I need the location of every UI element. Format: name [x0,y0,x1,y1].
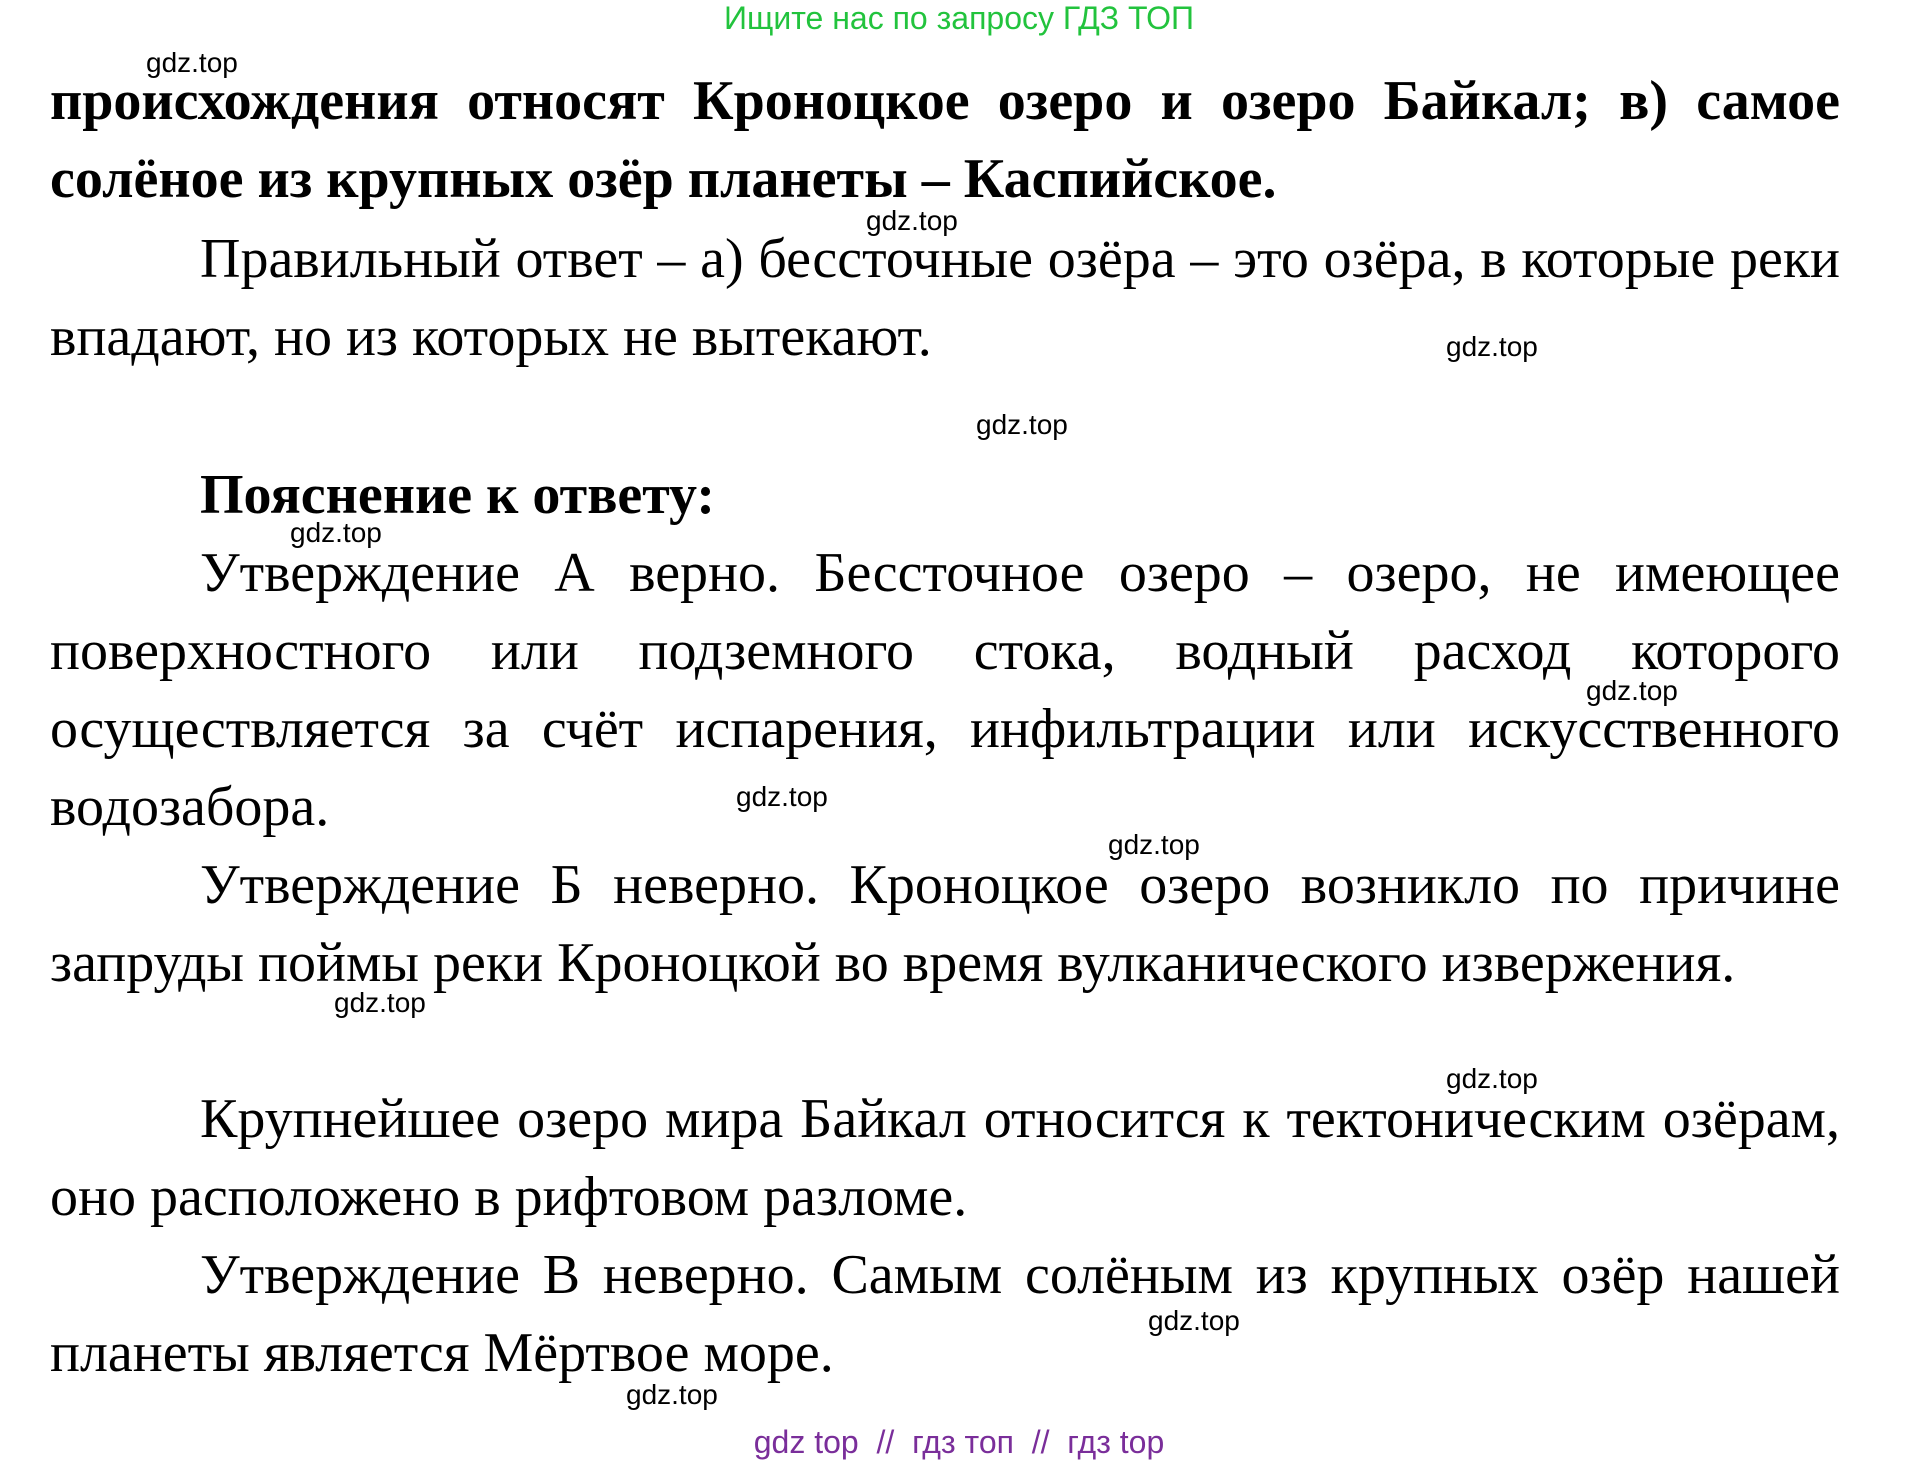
watermark: gdz.top [626,1379,718,1410]
watermark: gdz.top [736,781,828,812]
watermark: gdz.top [146,47,238,78]
explanation-heading: Пояснение к ответу: [200,464,715,526]
paragraph-b: Утверждение Б неверно. Кроноцкое озеро возникло по причине запруды поймы реки Кроноцкой во время вулканического извержения. [50,854,1840,994]
intro-bold-text: происхождения относят Кроноцкое озеро и озеро Байкал; в) самое солёное из крупных озёр планеты – Каспийское. [50,70,1840,210]
explanation-paragraph-baikal [50,1080,1840,1236]
intro-block [50,62,1840,218]
bottom-banner: gdz top // гдз топ // гдз top [753,1424,1165,1460]
watermark: gdz.top [334,987,426,1018]
top-banner: Ищите нас по запросу ГДЗ ТОП [724,0,1194,36]
paragraph-a: Утверждение А верно. Бессточное озеро – озеро, не имеющее поверхностного или подземного стока, водный расход которого осуществляется за счёт испарения, инфильтрации или искусственного водозабора. [50,542,1840,838]
paragraph-baikal: Крупнейшее озеро мира Байкал относится к тектоническим озёрам, оно расположено в рифтовом разломе. [50,1088,1840,1228]
watermark: gdz.top [1446,1063,1538,1094]
explanation-paragraph-a [50,534,1840,846]
explanation-paragraph-b [50,846,1840,1002]
watermark: gdz.top [1446,331,1538,362]
watermark: gdz.top [866,205,958,236]
watermark: gdz.top [1148,1305,1240,1336]
answer-block [50,220,1840,376]
explanation-paragraph-v [50,1236,1840,1392]
paragraph-v: Утверждение В неверно. Самым солёным из крупных озёр нашей планеты является Мёртвое море. [50,1244,1840,1384]
correct-answer: Правильный ответ – а) бессточные озёра – это озёра, в которые реки впадают, но из которых не вытекают. [50,228,1840,368]
watermark: gdz.top [976,409,1068,440]
watermark: gdz.top [290,517,382,548]
watermark: gdz.top [1108,829,1200,860]
watermark: gdz.top [1586,675,1678,706]
